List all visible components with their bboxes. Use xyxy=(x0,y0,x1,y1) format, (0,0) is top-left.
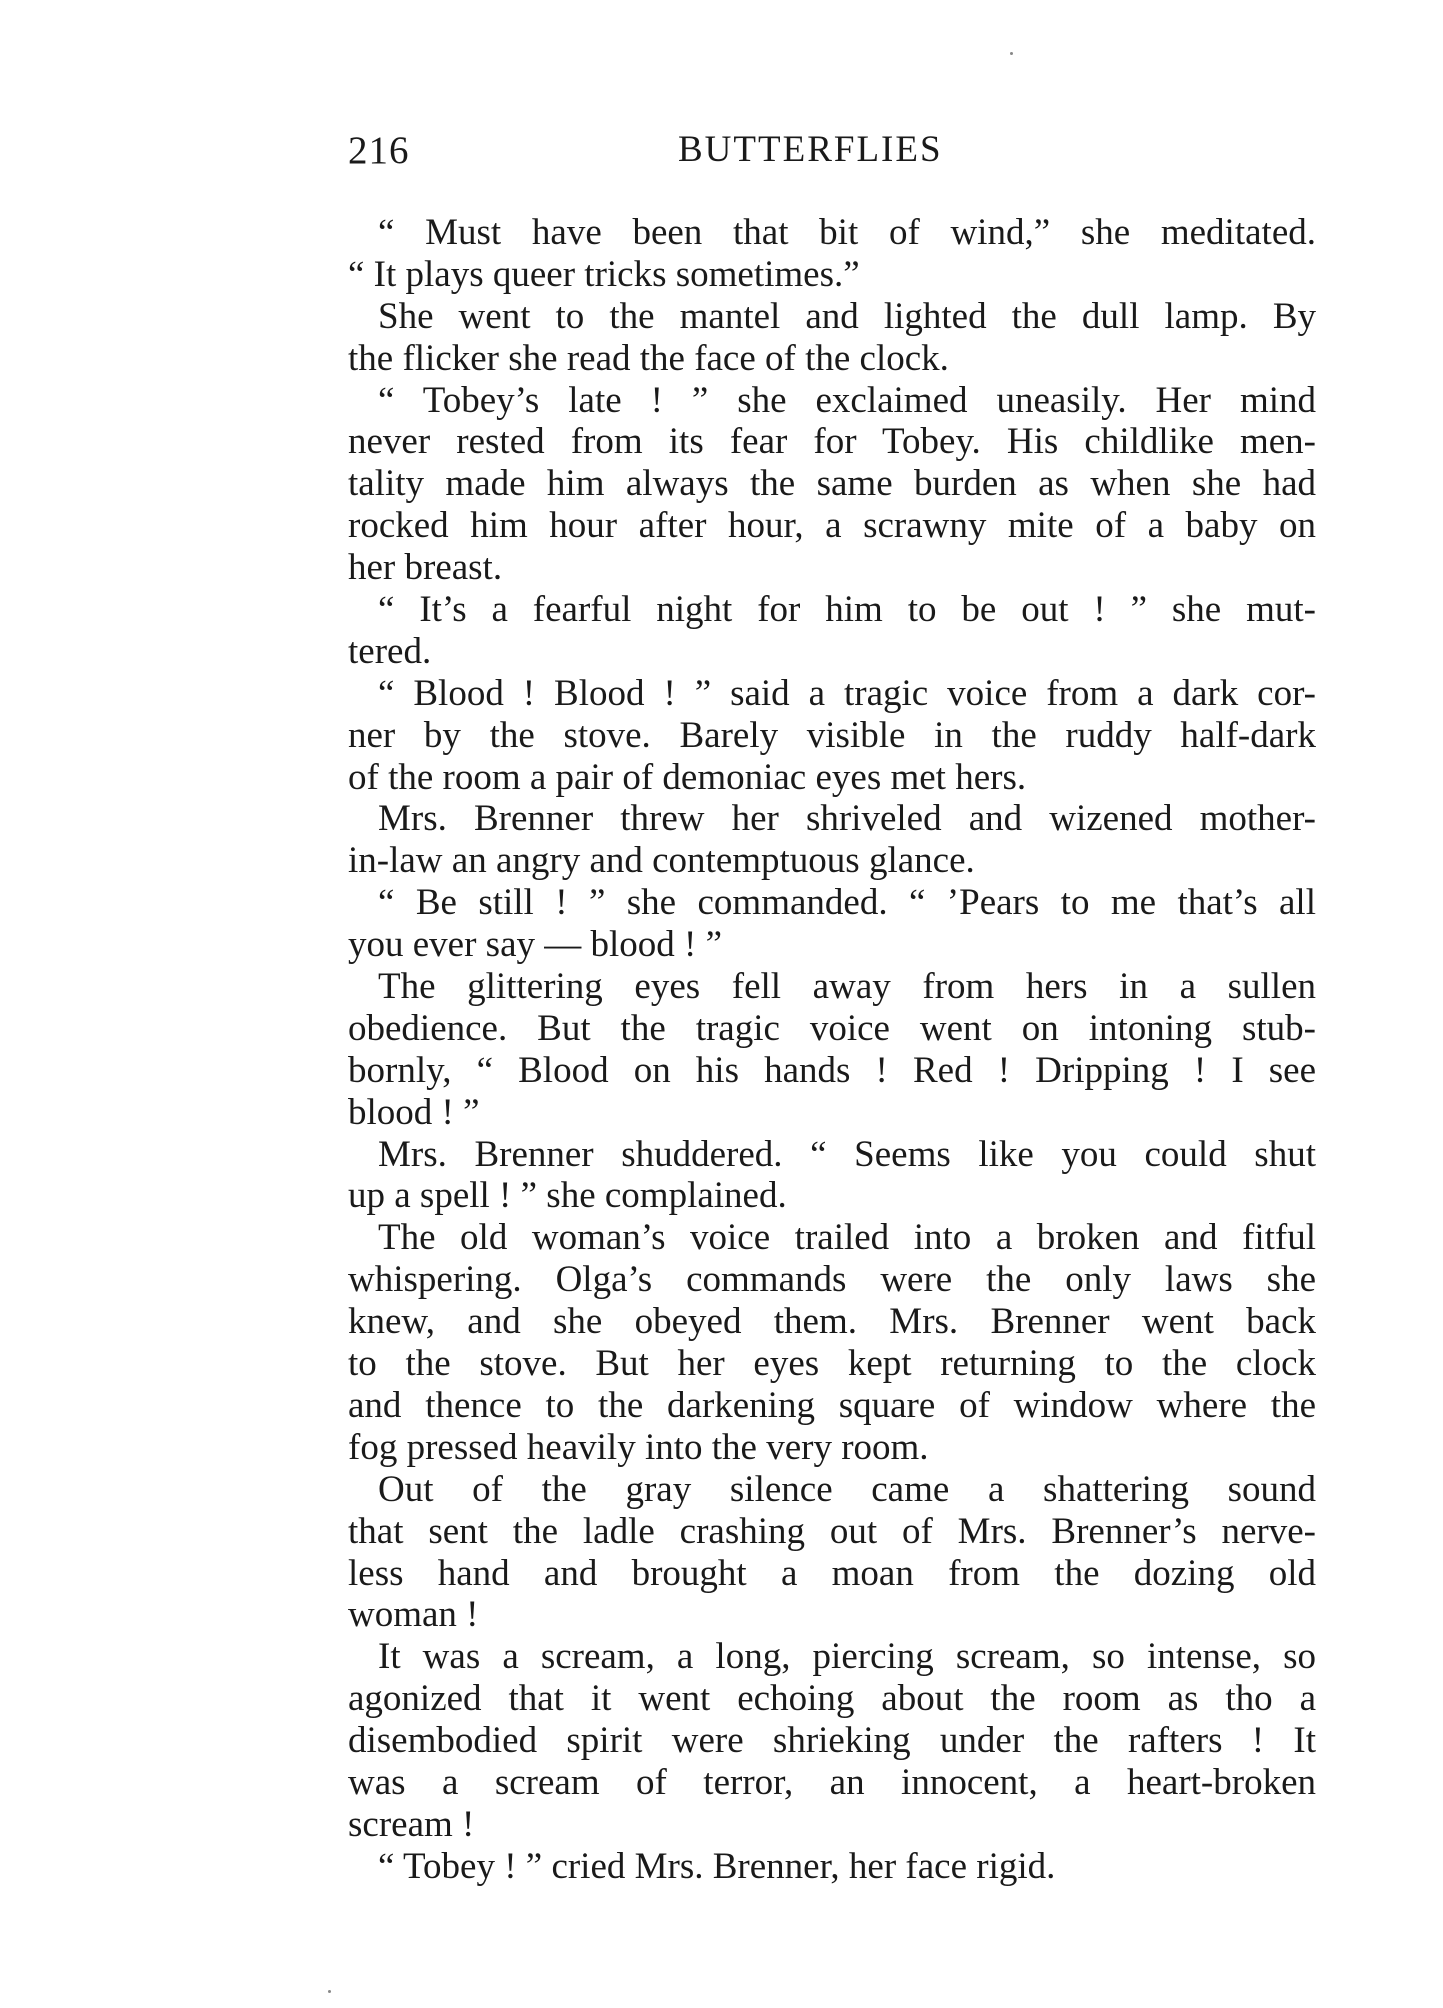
text-line: “ Tobey ! ” cried Mrs. Brenner, her face rigid. xyxy=(378,1845,1056,1887)
text-line: to the stove. But her eyes kept returning to the clock xyxy=(348,1343,1316,1385)
text-line: whispering. Olga’s commands were the only laws she xyxy=(348,1259,1316,1301)
text-line: Out of the gray silence came a shattering sound xyxy=(378,1468,1316,1510)
text-line: Mrs. Brenner shuddered. “ Seems like you could shut xyxy=(378,1133,1316,1175)
text-line: “ Must have been that bit of wind,” she meditated. xyxy=(378,212,1316,253)
text-line: Mrs. Brenner threw her shriveled and wizened mother- xyxy=(378,798,1316,840)
text-line: blood ! ” xyxy=(348,1091,480,1133)
text-line: “ It plays queer tricks sometimes.” xyxy=(348,253,860,295)
text-line: was a scream of terror, an innocent, a heart-broken xyxy=(348,1761,1316,1803)
scan-speck xyxy=(328,1990,331,1993)
text-line: tered. xyxy=(348,630,432,672)
text-line: “ Blood ! Blood ! ” said a tragic voice from a dark cor- xyxy=(378,672,1316,714)
text-line: of the room a pair of demoniac eyes met hers. xyxy=(348,756,1027,798)
text-line: “ Be still ! ” she commanded. “ ’Pears to me that’s all xyxy=(378,882,1316,924)
text-line: rocked him hour after hour, a scrawny mite of a baby on xyxy=(348,505,1316,547)
text-line: The old woman’s voice trailed into a broken and fitful xyxy=(378,1217,1316,1259)
text-line: tality made him always the same burden as when she had xyxy=(348,463,1316,505)
text-line: up a spell ! ” she complained. xyxy=(348,1175,787,1217)
text-line: woman ! xyxy=(348,1594,479,1636)
text-line: the flicker she read the face of the clock. xyxy=(348,337,949,379)
text-line: obedience. But the tragic voice went on intoning stub- xyxy=(348,1007,1316,1049)
text-line: less hand and brought a moan from the dozing old xyxy=(348,1552,1316,1594)
text-line: “ Tobey’s late ! ” she exclaimed uneasily. Her mind xyxy=(378,379,1316,421)
running-title: BUTTERFLIES xyxy=(678,129,943,170)
text-line: scream ! xyxy=(348,1803,475,1845)
text-line: The glittering eyes fell away from hers in a sullen xyxy=(378,966,1316,1008)
page-header xyxy=(348,128,1278,178)
text-line: It was a scream, a long, piercing scream, so intense, so xyxy=(378,1636,1316,1678)
text-line: fog pressed heavily into the very room. xyxy=(348,1426,929,1468)
text-line: She went to the mantel and lighted the dull lamp. By xyxy=(378,295,1316,337)
text-line: never rested from its fear for Tobey. His childlike men- xyxy=(348,421,1316,463)
text-line: agonized that it went echoing about the room as tho a xyxy=(348,1678,1316,1720)
text-line: and thence to the darkening square of window where the xyxy=(348,1384,1316,1426)
scan-speck xyxy=(1010,52,1013,55)
body-text xyxy=(348,212,1316,1888)
text-line: disembodied spirit were shrieking under the rafters ! It xyxy=(348,1720,1316,1762)
text-line: bornly, “ Blood on his hands ! Red ! Dripping ! I see xyxy=(348,1049,1316,1091)
text-line: “ It’s a fearful night for him to be out ! ” she mut- xyxy=(378,589,1316,631)
text-line: you ever say — blood ! ” xyxy=(348,924,723,966)
text-line: her breast. xyxy=(348,547,503,589)
text-line: ner by the stove. Barely visible in the ruddy half-dark xyxy=(348,714,1316,756)
page-number: 216 xyxy=(348,129,410,172)
text-line: in-law an angry and contemptuous glance. xyxy=(348,840,975,882)
text-line: that sent the ladle crashing out of Mrs. Brenner’s nerve- xyxy=(348,1510,1316,1552)
text-line: knew, and she obeyed them. Mrs. Brenner went back xyxy=(348,1301,1316,1343)
